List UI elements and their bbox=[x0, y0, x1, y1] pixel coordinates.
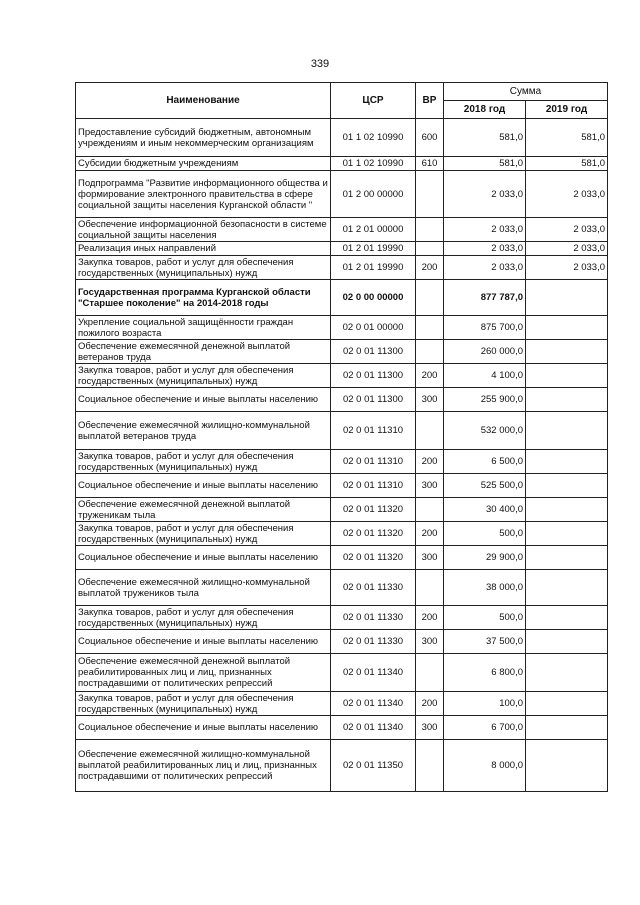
row-csr: 01 2 01 19990 bbox=[331, 242, 416, 256]
row-csr: 02 0 01 11320 bbox=[331, 546, 416, 570]
row-vr bbox=[416, 171, 444, 218]
table-row bbox=[76, 364, 608, 388]
header-sum: Сумма bbox=[444, 83, 608, 101]
row-vr: 200 bbox=[416, 364, 444, 388]
row-sum-2019 bbox=[526, 412, 608, 450]
row-csr: 02 0 01 11300 bbox=[331, 388, 416, 412]
row-vr bbox=[416, 654, 444, 692]
row-sum-2018: 6 700,0 bbox=[444, 716, 526, 740]
row-vr bbox=[416, 340, 444, 364]
header-vr: ВР bbox=[416, 83, 444, 119]
row-vr bbox=[416, 498, 444, 522]
row-name: Обеспечение ежемесячной жилищно-коммунальной выплатой тружеников тыла bbox=[76, 570, 331, 606]
table-row bbox=[76, 630, 608, 654]
row-csr: 02 0 01 11340 bbox=[331, 716, 416, 740]
row-name: Обеспечение ежемесячной денежной выплатой ветеранов труда bbox=[76, 340, 331, 364]
row-sum-2018: 255 900,0 bbox=[444, 388, 526, 412]
row-sum-2018: 532 000,0 bbox=[444, 412, 526, 450]
row-name: Социальное обеспечение и иные выплаты населению bbox=[76, 474, 331, 498]
row-name: Обеспечение информационной безопасности в системе социальной защиты населения bbox=[76, 218, 331, 242]
table-row bbox=[76, 654, 608, 692]
row-sum-2018: 2 033,0 bbox=[444, 242, 526, 256]
row-csr: 02 0 01 11310 bbox=[331, 450, 416, 474]
table-row bbox=[76, 692, 608, 716]
row-sum-2019 bbox=[526, 570, 608, 606]
table-body bbox=[76, 119, 608, 792]
row-vr: 300 bbox=[416, 546, 444, 570]
table-row bbox=[76, 450, 608, 474]
row-csr: 01 2 01 19990 bbox=[331, 256, 416, 280]
row-vr bbox=[416, 218, 444, 242]
row-sum-2018: 875 700,0 bbox=[444, 316, 526, 340]
row-csr: 02 0 01 11320 bbox=[331, 522, 416, 546]
row-sum-2019 bbox=[526, 716, 608, 740]
row-sum-2018: 100,0 bbox=[444, 692, 526, 716]
row-sum-2019: 2 033,0 bbox=[526, 242, 608, 256]
row-csr: 02 0 01 11300 bbox=[331, 340, 416, 364]
row-sum-2018: 581,0 bbox=[444, 157, 526, 171]
row-sum-2019 bbox=[526, 474, 608, 498]
row-sum-2018: 38 000,0 bbox=[444, 570, 526, 606]
row-csr: 02 0 01 11350 bbox=[331, 740, 416, 792]
row-name: Закупка товаров, работ и услуг для обеспечения государственных (муниципальных) нужд bbox=[76, 692, 331, 716]
row-sum-2018: 30 400,0 bbox=[444, 498, 526, 522]
row-vr bbox=[416, 242, 444, 256]
row-sum-2019 bbox=[526, 450, 608, 474]
row-name: Обеспечение ежемесячной денежной выплатой реабилитированных лиц и лиц, признанных пострадавшими от политических репрессий bbox=[76, 654, 331, 692]
row-name: Государственная программа Курганской области "Старшее поколение" на 2014-2018 годы bbox=[76, 280, 331, 316]
row-sum-2019: 2 033,0 bbox=[526, 256, 608, 280]
row-vr: 610 bbox=[416, 157, 444, 171]
table-row bbox=[76, 412, 608, 450]
row-csr: 01 2 01 00000 bbox=[331, 218, 416, 242]
header-year-2019: 2019 год bbox=[526, 101, 608, 119]
row-csr: 02 0 01 11310 bbox=[331, 412, 416, 450]
row-vr: 200 bbox=[416, 450, 444, 474]
row-csr: 02 0 01 11300 bbox=[331, 364, 416, 388]
row-name: Закупка товаров, работ и услуг для обеспечения государственных (муниципальных) нужд bbox=[76, 256, 331, 280]
row-sum-2018: 37 500,0 bbox=[444, 630, 526, 654]
row-name: Социальное обеспечение и иные выплаты населению bbox=[76, 630, 331, 654]
table-row bbox=[76, 119, 608, 157]
table-row bbox=[76, 171, 608, 218]
row-sum-2018: 581,0 bbox=[444, 119, 526, 157]
row-sum-2018: 260 000,0 bbox=[444, 340, 526, 364]
table-row bbox=[76, 316, 608, 340]
table-header bbox=[76, 83, 608, 119]
row-name: Закупка товаров, работ и услуг для обеспечения государственных (муниципальных) нужд bbox=[76, 364, 331, 388]
table-row bbox=[76, 388, 608, 412]
table-row bbox=[76, 606, 608, 630]
table-row bbox=[76, 256, 608, 280]
row-sum-2019 bbox=[526, 692, 608, 716]
row-csr: 02 0 01 11330 bbox=[331, 606, 416, 630]
table-row bbox=[76, 474, 608, 498]
row-vr: 200 bbox=[416, 256, 444, 280]
row-csr: 02 0 01 00000 bbox=[331, 316, 416, 340]
row-name: Социальное обеспечение и иные выплаты населению bbox=[76, 546, 331, 570]
row-sum-2019 bbox=[526, 546, 608, 570]
budget-table bbox=[75, 82, 608, 792]
row-vr: 200 bbox=[416, 692, 444, 716]
table-row bbox=[76, 716, 608, 740]
table-row bbox=[76, 280, 608, 316]
row-vr: 300 bbox=[416, 474, 444, 498]
row-vr: 200 bbox=[416, 606, 444, 630]
row-csr: 01 1 02 10990 bbox=[331, 157, 416, 171]
header-year-2018: 2018 год bbox=[444, 101, 526, 119]
row-name: Обеспечение ежемесячной жилищно-коммунальной выплатой реабилитированных лиц и лиц, признанных пострадавшими от политических репрессий bbox=[76, 740, 331, 792]
row-csr: 02 0 00 00000 bbox=[331, 280, 416, 316]
row-name: Укрепление социальной защищённости граждан пожилого возраста bbox=[76, 316, 331, 340]
table-row bbox=[76, 242, 608, 256]
row-vr: 200 bbox=[416, 522, 444, 546]
row-csr: 02 0 01 11340 bbox=[331, 654, 416, 692]
row-sum-2018: 6 800,0 bbox=[444, 654, 526, 692]
row-sum-2019 bbox=[526, 522, 608, 546]
row-vr: 600 bbox=[416, 119, 444, 157]
row-sum-2018: 4 100,0 bbox=[444, 364, 526, 388]
row-csr: 01 2 00 00000 bbox=[331, 171, 416, 218]
row-sum-2019 bbox=[526, 654, 608, 692]
row-name: Подпрограмма "Развитие информационного общества и формирование электронного правительства в сфере социальной защиты населения Курганской области " bbox=[76, 171, 331, 218]
row-sum-2018: 500,0 bbox=[444, 522, 526, 546]
row-vr bbox=[416, 316, 444, 340]
row-vr bbox=[416, 280, 444, 316]
row-sum-2018: 6 500,0 bbox=[444, 450, 526, 474]
row-sum-2018: 877 787,0 bbox=[444, 280, 526, 316]
row-sum-2019 bbox=[526, 316, 608, 340]
table-row bbox=[76, 522, 608, 546]
row-name: Закупка товаров, работ и услуг для обеспечения государственных (муниципальных) нужд bbox=[76, 450, 331, 474]
row-sum-2019: 581,0 bbox=[526, 119, 608, 157]
table-row bbox=[76, 546, 608, 570]
row-sum-2019 bbox=[526, 388, 608, 412]
table-row bbox=[76, 157, 608, 171]
row-sum-2018: 8 000,0 bbox=[444, 740, 526, 792]
row-name: Социальное обеспечение и иные выплаты населению bbox=[76, 388, 331, 412]
row-sum-2018: 2 033,0 bbox=[444, 171, 526, 218]
row-vr: 300 bbox=[416, 388, 444, 412]
row-sum-2019 bbox=[526, 498, 608, 522]
table-row bbox=[76, 570, 608, 606]
row-sum-2018: 500,0 bbox=[444, 606, 526, 630]
row-csr: 02 0 01 11330 bbox=[331, 630, 416, 654]
row-sum-2018: 2 033,0 bbox=[444, 218, 526, 242]
header-name: Наименование bbox=[76, 83, 331, 119]
row-vr: 300 bbox=[416, 716, 444, 740]
row-csr: 02 0 01 11320 bbox=[331, 498, 416, 522]
table-row bbox=[76, 740, 608, 792]
header-csr: ЦСР bbox=[331, 83, 416, 119]
row-sum-2019: 2 033,0 bbox=[526, 218, 608, 242]
row-sum-2019: 2 033,0 bbox=[526, 171, 608, 218]
row-csr: 02 0 01 11310 bbox=[331, 474, 416, 498]
table-row bbox=[76, 498, 608, 522]
row-name: Субсидии бюджетным учреждениям bbox=[76, 157, 331, 171]
row-csr: 01 1 02 10990 bbox=[331, 119, 416, 157]
row-vr bbox=[416, 740, 444, 792]
row-sum-2019 bbox=[526, 364, 608, 388]
row-sum-2018: 2 033,0 bbox=[444, 256, 526, 280]
row-name: Обеспечение ежемесячной жилищно-коммунальной выплатой ветеранов труда bbox=[76, 412, 331, 450]
row-vr bbox=[416, 412, 444, 450]
table-row bbox=[76, 218, 608, 242]
row-name: Закупка товаров, работ и услуг для обеспечения государственных (муниципальных) нужд bbox=[76, 522, 331, 546]
row-csr: 02 0 01 11340 bbox=[331, 692, 416, 716]
row-name: Закупка товаров, работ и услуг для обеспечения государственных (муниципальных) нужд bbox=[76, 606, 331, 630]
table-row bbox=[76, 340, 608, 364]
row-name: Обеспечение ежемесячной денежной выплатой труженикам тыла bbox=[76, 498, 331, 522]
row-name: Реализация иных направлений bbox=[76, 242, 331, 256]
row-name: Предоставление субсидий бюджетным, автономным учреждениям и иным некоммерческим организациям bbox=[76, 119, 331, 157]
row-vr: 300 bbox=[416, 630, 444, 654]
row-sum-2019 bbox=[526, 606, 608, 630]
row-sum-2018: 29 900,0 bbox=[444, 546, 526, 570]
row-sum-2019 bbox=[526, 630, 608, 654]
row-csr: 02 0 01 11330 bbox=[331, 570, 416, 606]
row-name: Социальное обеспечение и иные выплаты населению bbox=[76, 716, 331, 740]
row-sum-2019 bbox=[526, 280, 608, 316]
row-sum-2019 bbox=[526, 740, 608, 792]
row-vr bbox=[416, 570, 444, 606]
page-number: 339 bbox=[310, 58, 330, 70]
row-sum-2019: 581,0 bbox=[526, 157, 608, 171]
row-sum-2019 bbox=[526, 340, 608, 364]
row-sum-2018: 525 500,0 bbox=[444, 474, 526, 498]
